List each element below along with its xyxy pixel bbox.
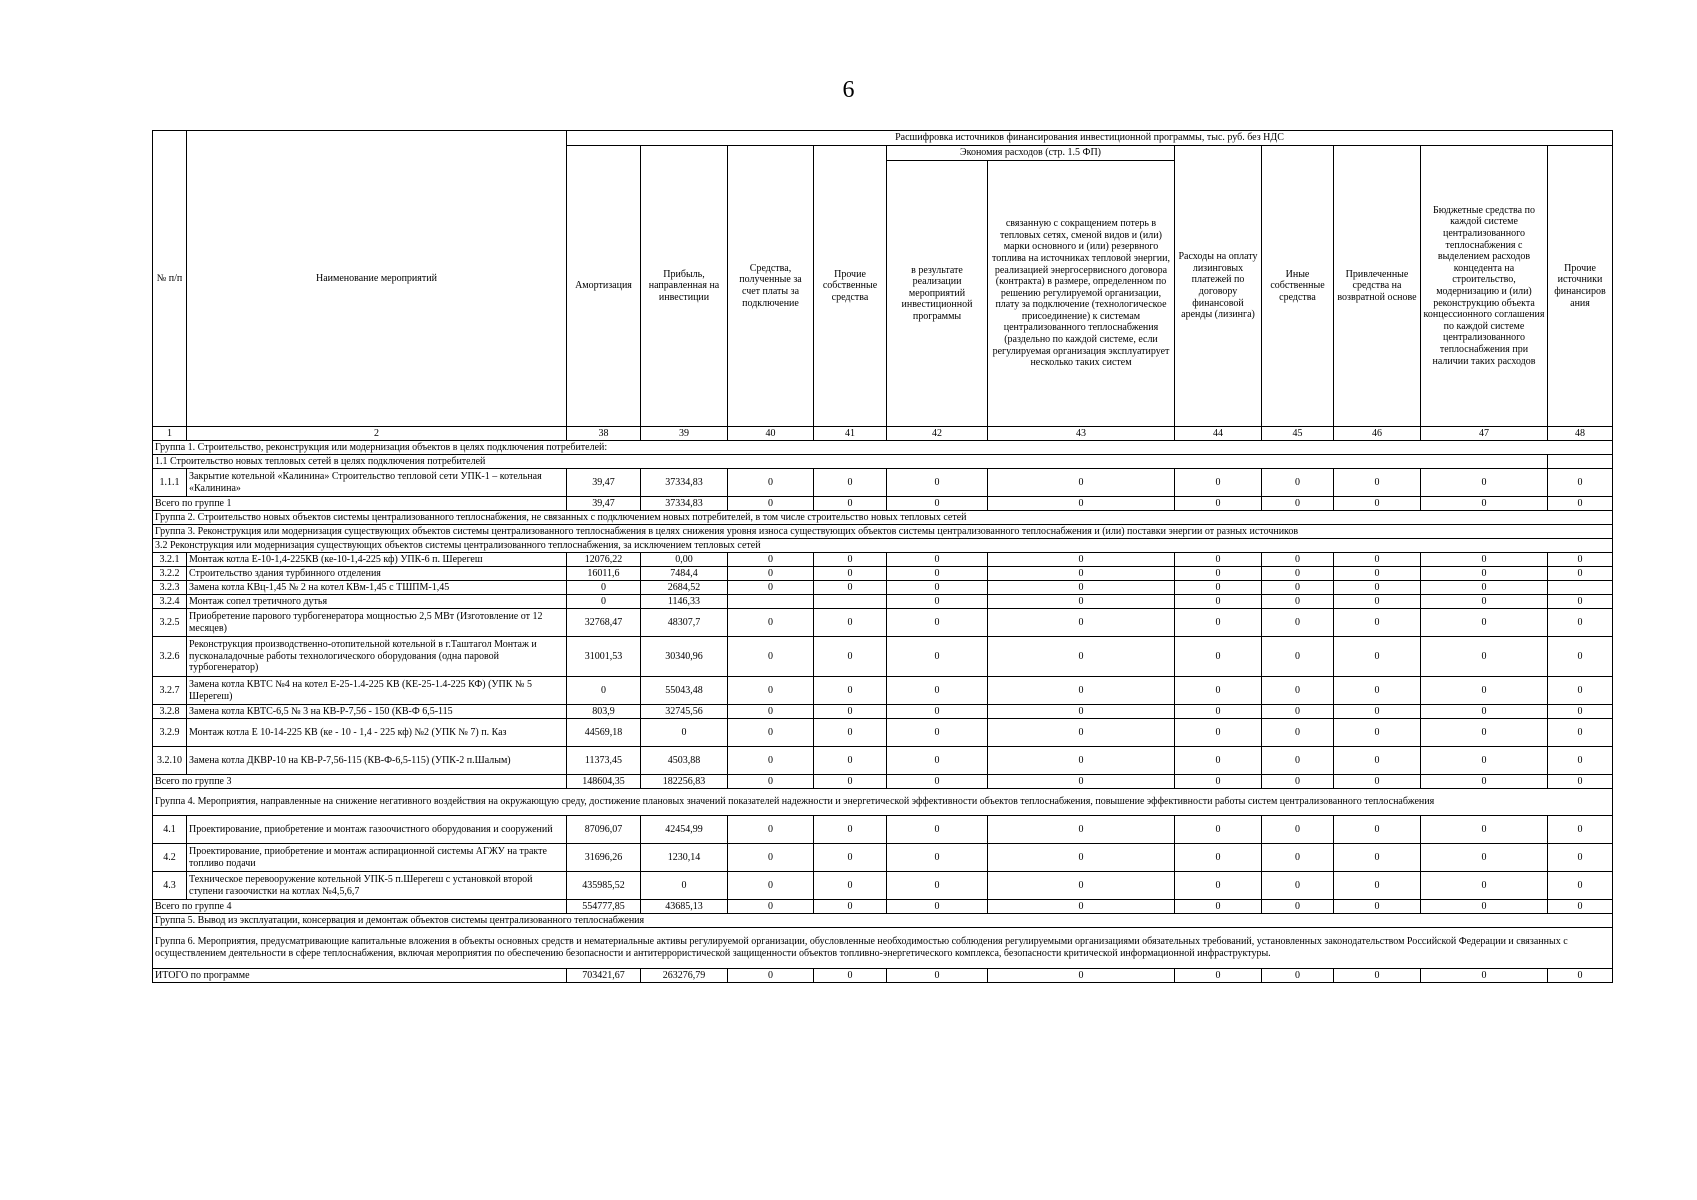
subgroup-row: [153, 455, 1613, 469]
header-other-own-2: Иные собственные средства: [1262, 146, 1334, 427]
row-name: Замена котла КВТС-6,5 № 3 на КВ-Р-7,56 - 150 (КВ-Ф 6,5-115: [187, 705, 567, 719]
col-number: 45: [1262, 427, 1334, 441]
col-number: 2: [187, 427, 567, 441]
cell-value: 0: [887, 609, 988, 637]
profit-value: 32745,56: [641, 705, 728, 719]
col-number: 47: [1421, 427, 1548, 441]
cell-value: 0: [1262, 969, 1334, 983]
cell-value: 0: [1334, 567, 1421, 581]
cell-value: 0: [1334, 677, 1421, 705]
cell-value: 0: [1334, 469, 1421, 497]
cell-value: 0: [1262, 677, 1334, 705]
cell-value: 0: [1421, 553, 1548, 567]
cell-value: 0: [1262, 816, 1334, 844]
cell-value: 0: [728, 969, 814, 983]
table-row: [153, 469, 1613, 497]
cell-value: 0: [887, 677, 988, 705]
page-number: 6: [842, 77, 855, 103]
cell-value: 0: [1175, 677, 1262, 705]
cell-value: 0: [1548, 747, 1613, 775]
cell-value: 0: [1175, 581, 1262, 595]
cell-value: 0: [1334, 705, 1421, 719]
cell-value: 0: [988, 900, 1175, 914]
header-econ-result: в результате реализации мероприятий инвестиционной программы: [887, 161, 988, 427]
table-row: [153, 595, 1613, 609]
row-number: 4.1: [153, 816, 187, 844]
cell-value: 0: [1421, 872, 1548, 900]
cell-value: 0: [887, 497, 988, 511]
cell-value: 0: [1334, 844, 1421, 872]
cell-value: 0: [1334, 816, 1421, 844]
group-5-title: Группа 5. Вывод из эксплуатации, консервация и демонтаж объектов системы централизованного теплоснабжения: [153, 914, 1613, 928]
row-name: Проектирование, приобретение и монтаж аспирационной системы АГЖУ на тракте топливо подачи: [187, 844, 567, 872]
cell-value: 0: [1548, 816, 1613, 844]
cell-value: 0: [1334, 553, 1421, 567]
row-name: Реконструкция производственно-отопительной котельной в г.Таштагол Монтаж и пусконаладочные работы технологического оборудования (одна паровой турбогенератор): [187, 637, 567, 677]
cell-value: 0: [728, 553, 814, 567]
cell-value: [728, 595, 814, 609]
cell-value: 0: [728, 775, 814, 789]
cell-value: 0: [1548, 705, 1613, 719]
cell-value: 0: [988, 609, 1175, 637]
cell-value: 0: [814, 705, 887, 719]
group-row: [153, 914, 1613, 928]
col-number: 40: [728, 427, 814, 441]
cell-value: 0: [1175, 775, 1262, 789]
header-budget: Бюджетные средства по каждой системе централизованного теплоснабжения с выделением расходов концедента на строительство, модернизацию и (или) реконструкцию объекта концессионного соглашения по каждой системе централизованного теплоснабжения при наличии таких расходов: [1421, 146, 1548, 427]
table-row: [153, 581, 1613, 595]
amort-value: 31001,53: [567, 637, 641, 677]
cell-value: 0: [728, 637, 814, 677]
cell-value: 0: [728, 497, 814, 511]
cell-value: 0: [1334, 497, 1421, 511]
col-number: 1: [153, 427, 187, 441]
cell-value: 0: [988, 469, 1175, 497]
group-row: [153, 441, 1613, 455]
amort-value: 0: [567, 581, 641, 595]
cell-value: 0: [988, 567, 1175, 581]
table-row: [153, 719, 1613, 747]
cell-value: 0: [1175, 900, 1262, 914]
header-row-1: [153, 131, 1613, 146]
cell-value: 0: [814, 581, 887, 595]
header-connection-fee: Средства, полученные за счет платы за подключение: [728, 146, 814, 427]
header-profit: Прибыль, направленная на инвестиции: [641, 146, 728, 427]
profit-value: 7484,4: [641, 567, 728, 581]
cell-value: 0: [814, 747, 887, 775]
profit-value: 0,00: [641, 553, 728, 567]
row-name: Закрытие котельной «Калинина» Строительство тепловой сети УПК-1 – котельная «Калинина»: [187, 469, 567, 497]
row-number: 3.2.6: [153, 637, 187, 677]
cell-value: 0: [1334, 637, 1421, 677]
profit-value: 263276,79: [641, 969, 728, 983]
cell-value: 0: [1421, 900, 1548, 914]
cell-value: 0: [988, 581, 1175, 595]
cell-value: 0: [988, 553, 1175, 567]
cell-value: 0: [814, 469, 887, 497]
group-1-title: Группа 1. Строительство, реконструкция или модернизация объектов в целях подключения потребителей:: [153, 441, 1613, 455]
amort-value: 11373,45: [567, 747, 641, 775]
cell-value: 0: [1262, 775, 1334, 789]
row-number: 3.2.5: [153, 609, 187, 637]
row-number: 3.2.1: [153, 553, 187, 567]
profit-value: 182256,83: [641, 775, 728, 789]
cell-value: 0: [1548, 969, 1613, 983]
cell-value: 0: [1262, 595, 1334, 609]
cell-value: 0: [1175, 705, 1262, 719]
header-num: № п/п: [153, 131, 187, 427]
profit-value: 1146,33: [641, 595, 728, 609]
cell-value: [814, 595, 887, 609]
cell-value: 0: [1262, 900, 1334, 914]
cell-value: 0: [1548, 553, 1613, 567]
cell-value: 0: [1421, 747, 1548, 775]
cell-value: 0: [1548, 844, 1613, 872]
group-3-title: Группа 3. Реконструкция или модернизация существующих объектов системы централизованного теплоснабжения в целях снижения уровня износа существующих объектов системы централизованного теплоснабжения и (или) поставки энергии от разных источников: [153, 525, 1613, 539]
profit-value: 4503,88: [641, 747, 728, 775]
cell-value: 0: [1334, 775, 1421, 789]
cell-value: 0: [988, 816, 1175, 844]
amort-value: 39,47: [567, 497, 641, 511]
cell-value: 0: [887, 719, 988, 747]
row-name: Строительство здания турбинного отделения: [187, 567, 567, 581]
cell-value: 0: [1334, 969, 1421, 983]
col-number: 48: [1548, 427, 1613, 441]
cell-value: 0: [1548, 719, 1613, 747]
header-econ-losses: связанную с сокращением потерь в тепловых сетях, сменой видов и (или) марки основного и (или) резервного топлива на источниках тепловой энергии, реализацией энергосервисного договора (контракта) в размере, определенном по решению регулируемой организации, плату за подключение (технологическое присоединение) к системам централизованного теплоснабжения (раздельно по каждой системе, если регулируемая организация эксплуатирует несколько таких систем: [988, 161, 1175, 427]
cell-value: 0: [1175, 637, 1262, 677]
cell-value: 0: [1262, 553, 1334, 567]
cell-value: 0: [988, 705, 1175, 719]
total-row: [153, 775, 1613, 789]
cell-value: 0: [1548, 609, 1613, 637]
table-row: [153, 844, 1613, 872]
cell-value: 0: [814, 844, 887, 872]
amort-value: 703421,67: [567, 969, 641, 983]
row-number: 4.2: [153, 844, 187, 872]
cell-value: 0: [1421, 469, 1548, 497]
header-leasing: Расходы на оплату лизинговых платежей по договору финансовой аренды (лизинга): [1175, 146, 1262, 427]
cell-value: 0: [988, 747, 1175, 775]
cell-value: 0: [988, 969, 1175, 983]
cell-value: 0: [887, 567, 988, 581]
cell-value: 0: [1334, 719, 1421, 747]
cell-value: 0: [887, 872, 988, 900]
col-number: 38: [567, 427, 641, 441]
table-row: [153, 747, 1613, 775]
cell-value: 0: [988, 595, 1175, 609]
cell-value: 0: [1421, 969, 1548, 983]
cell-value: 0: [1175, 469, 1262, 497]
cell-value: [1548, 581, 1613, 595]
cell-value: 0: [814, 872, 887, 900]
cell-value: 0: [1175, 816, 1262, 844]
cell-value: 0: [728, 872, 814, 900]
col-number: 44: [1175, 427, 1262, 441]
cell-value: 0: [1421, 595, 1548, 609]
cell-value: 0: [1548, 469, 1613, 497]
cell-value: 0: [1548, 497, 1613, 511]
cell-value: 0: [728, 469, 814, 497]
profit-value: 30340,96: [641, 637, 728, 677]
amort-value: 39,47: [567, 469, 641, 497]
cell-value: 0: [887, 775, 988, 789]
header-name: Наименование мероприятий: [187, 131, 567, 427]
cell-value: 0: [887, 747, 988, 775]
cell-value: 0: [887, 969, 988, 983]
cell-value: 0: [988, 719, 1175, 747]
cell-value: 0: [1548, 595, 1613, 609]
group-row: [153, 789, 1613, 816]
header-borrowed: Привлеченные средства на возвратной основе: [1334, 146, 1421, 427]
cell-value: 0: [1334, 747, 1421, 775]
cell-value: 0: [1548, 567, 1613, 581]
cell-value: 0: [1421, 844, 1548, 872]
cell-value: 0: [1548, 637, 1613, 677]
cell-value: 0: [988, 637, 1175, 677]
cell-value: 0: [1262, 747, 1334, 775]
cell-value: 0: [728, 677, 814, 705]
cell-value: 0: [1175, 609, 1262, 637]
cell-value: 0: [814, 553, 887, 567]
table-row: [153, 609, 1613, 637]
program-total-label: ИТОГО по программе: [153, 969, 567, 983]
row-name: Замена котла КВц-1,45 № 2 на котел КВм-1,45 с ТШПМ-1,45: [187, 581, 567, 595]
profit-value: 0: [641, 719, 728, 747]
amort-value: 148604,35: [567, 775, 641, 789]
col-number: 39: [641, 427, 728, 441]
cell-value: 0: [1548, 900, 1613, 914]
cell-value: 0: [1421, 719, 1548, 747]
cell-value: 0: [887, 816, 988, 844]
cell-value: 0: [728, 705, 814, 719]
cell-value: 0: [814, 567, 887, 581]
row-number: 3.2.4: [153, 595, 187, 609]
cell-value: 0: [1175, 595, 1262, 609]
header-other-sources: Прочие источники финансиров ания: [1548, 146, 1613, 427]
cell-value: 0: [1262, 609, 1334, 637]
cell-value: 0: [1421, 677, 1548, 705]
row-number: 4.3: [153, 872, 187, 900]
cell-value: 0: [728, 816, 814, 844]
cell-value: 0: [1548, 677, 1613, 705]
row-name: Замена котла КВТС №4 на котел Е-25-1.4-225 КВ (КЕ-25-1.4-225 КФ) (УПК № 5 Шерегеш): [187, 677, 567, 705]
amort-value: 554777,85: [567, 900, 641, 914]
header-economy: Экономия расходов (стр. 1.5 ФП): [887, 146, 1175, 161]
profit-value: 55043,48: [641, 677, 728, 705]
total-row: [153, 497, 1613, 511]
row-name: Приобретение парового турбогенератора мощностью 2,5 МВт (Изготовление от 12 месяцев): [187, 609, 567, 637]
cell-value: 0: [728, 581, 814, 595]
profit-value: 37334,83: [641, 497, 728, 511]
table-row: [153, 677, 1613, 705]
total-label: Всего по группе 3: [153, 775, 567, 789]
cell-value: 0: [1262, 581, 1334, 595]
row-number: 1.1.1: [153, 469, 187, 497]
col-number: 41: [814, 427, 887, 441]
cell-value: 0: [1421, 816, 1548, 844]
cell-value: 0: [887, 469, 988, 497]
cell-value: 0: [728, 747, 814, 775]
cell-value: 0: [1334, 595, 1421, 609]
subgroup-row: [153, 539, 1613, 553]
cell-value: 0: [1334, 581, 1421, 595]
cell-value: 0: [1175, 872, 1262, 900]
cell-value: 0: [814, 969, 887, 983]
cell-value: 0: [1334, 872, 1421, 900]
row-number: 3.2.10: [153, 747, 187, 775]
empty-cell: [1548, 455, 1613, 469]
cell-value: 0: [1262, 844, 1334, 872]
cell-value: 0: [887, 637, 988, 677]
cell-value: 0: [887, 705, 988, 719]
program-total-row: [153, 969, 1613, 983]
financing-table: [152, 130, 1613, 983]
header-other-own: Прочие собственные средства: [814, 146, 887, 427]
cell-value: 0: [1421, 497, 1548, 511]
profit-value: 42454,99: [641, 816, 728, 844]
cell-value: 0: [1421, 775, 1548, 789]
amort-value: 435985,52: [567, 872, 641, 900]
row-name: Монтаж котла Е-10-1,4-225КВ (ке-10-1,4-225 кф) УПК-6 п. Шерегеш: [187, 553, 567, 567]
cell-value: 0: [988, 775, 1175, 789]
table-row: [153, 567, 1613, 581]
cell-value: 0: [814, 497, 887, 511]
cell-value: 0: [988, 497, 1175, 511]
row-number: 3.2.9: [153, 719, 187, 747]
row-number: 3.2.8: [153, 705, 187, 719]
table-row: [153, 705, 1613, 719]
cell-value: 0: [887, 900, 988, 914]
col-number: 46: [1334, 427, 1421, 441]
row-name: Монтаж сопел третичного дутья: [187, 595, 567, 609]
profit-value: 1230,14: [641, 844, 728, 872]
row-name: Проектирование, приобретение и монтаж газоочистного оборудования и сооружений: [187, 816, 567, 844]
cell-value: 0: [814, 816, 887, 844]
cell-value: 0: [988, 677, 1175, 705]
cell-value: 0: [1175, 719, 1262, 747]
group-row: [153, 928, 1613, 969]
table-row: [153, 872, 1613, 900]
profit-value: 0: [641, 872, 728, 900]
cell-value: 0: [728, 719, 814, 747]
subgroup-3-2-title: 3.2 Реконструкция или модернизация существующих объектов системы централизованного теплоснабжения, за исключением тепловых сетей: [153, 539, 1613, 553]
amort-value: 16011,6: [567, 567, 641, 581]
row-number: 3.2.3: [153, 581, 187, 595]
profit-value: 2684,52: [641, 581, 728, 595]
amort-value: 32768,47: [567, 609, 641, 637]
total-label: Всего по группе 4: [153, 900, 567, 914]
row-name: Монтаж котла Е 10-14-225 КВ (ке - 10 - 1,4 - 225 кф) №2 (УПК № 7) п. Каз: [187, 719, 567, 747]
cell-value: 0: [814, 719, 887, 747]
cell-value: 0: [1262, 567, 1334, 581]
cell-value: 0: [814, 900, 887, 914]
cell-value: 0: [1175, 497, 1262, 511]
cell-value: 0: [1421, 637, 1548, 677]
cell-value: 0: [1262, 872, 1334, 900]
cell-value: 0: [814, 609, 887, 637]
amort-value: 0: [567, 677, 641, 705]
row-name: Замена котла ДКВР-10 на КВ-Р-7,56-115 (КВ-Ф-6,5-115) (УПК-2 п.Шалым): [187, 747, 567, 775]
group-row: [153, 525, 1613, 539]
amort-value: 44569,18: [567, 719, 641, 747]
cell-value: 0: [1175, 567, 1262, 581]
subgroup-1-1-title: 1.1 Строительство новых тепловых сетей в целях подключения потребителей: [153, 455, 1548, 469]
header-amort: Амортизация: [567, 146, 641, 427]
cell-value: 0: [728, 609, 814, 637]
table-row: [153, 637, 1613, 677]
cell-value: 0: [814, 677, 887, 705]
cell-value: 0: [1421, 567, 1548, 581]
table-row: [153, 553, 1613, 567]
cell-value: 0: [1334, 900, 1421, 914]
cell-value: 0: [728, 844, 814, 872]
cell-value: 0: [814, 775, 887, 789]
table-row: [153, 816, 1613, 844]
column-numbers-row: [153, 427, 1613, 441]
total-row: [153, 900, 1613, 914]
group-6-title: Группа 6. Мероприятия, предусматривающие капитальные вложения в объекты основных средств и нематериальные активы регулируемой организации, обусловленные необходимостью соблюдения регулируемыми организациями обязательных требований, установленных законодательством Российской Федерации и связанных с осуществлением деятельности в сфере теплоснабжения, включая мероприятия по обеспечению безопасности и антитеррористической защищенности объектов топливно-энергетического комплекса, безопасности критической информационной инфраструктуры.: [153, 928, 1613, 969]
col-number: 43: [988, 427, 1175, 441]
amort-value: 12076,22: [567, 553, 641, 567]
cell-value: 0: [1262, 705, 1334, 719]
amort-value: 803,9: [567, 705, 641, 719]
cell-value: 0: [1421, 705, 1548, 719]
cell-value: 0: [1334, 609, 1421, 637]
cell-value: 0: [1262, 469, 1334, 497]
amort-value: 0: [567, 595, 641, 609]
row-name: Техническое перевооружение котельной УПК-5 п.Шерегеш с установкой второй ступени газоочистки на котлах №4,5,6,7: [187, 872, 567, 900]
cell-value: 0: [988, 872, 1175, 900]
cell-value: 0: [728, 567, 814, 581]
profit-value: 37334,83: [641, 469, 728, 497]
cell-value: 0: [1175, 969, 1262, 983]
cell-value: 0: [887, 553, 988, 567]
cell-value: 0: [814, 637, 887, 677]
total-label: Всего по группе 1: [153, 497, 567, 511]
group-row: [153, 511, 1613, 525]
group-2-title: Группа 2. Строительство новых объектов системы централизованного теплоснабжения, не связанных с подключением новых потребителей, в том числе строительство новых тепловых сетей: [153, 511, 1613, 525]
row-number: 3.2.2: [153, 567, 187, 581]
cell-value: 0: [1421, 581, 1548, 595]
col-number: 42: [887, 427, 988, 441]
cell-value: 0: [887, 595, 988, 609]
profit-value: 48307,7: [641, 609, 728, 637]
profit-value: 43685,13: [641, 900, 728, 914]
row-number: 3.2.7: [153, 677, 187, 705]
cell-value: 0: [988, 844, 1175, 872]
header-financing: Расшифровка источников финансирования инвестиционной программы, тыс. руб. без НДС: [567, 131, 1613, 146]
cell-value: 0: [1421, 609, 1548, 637]
group-4-title: Группа 4. Мероприятия, направленные на снижение негативного воздействия на окружающую среду, достижение плановых значений показателей надежности и энергетической эффективности объектов теплоснабжения, повышение эффективности работы систем централизованного теплоснабжения: [153, 789, 1613, 816]
cell-value: 0: [1175, 747, 1262, 775]
amort-value: 31696,26: [567, 844, 641, 872]
cell-value: 0: [1175, 553, 1262, 567]
cell-value: 0: [1262, 497, 1334, 511]
cell-value: 0: [728, 900, 814, 914]
cell-value: 0: [1175, 844, 1262, 872]
cell-value: 0: [887, 581, 988, 595]
amort-value: 87096,07: [567, 816, 641, 844]
cell-value: 0: [1262, 637, 1334, 677]
cell-value: 0: [1548, 872, 1613, 900]
cell-value: 0: [887, 844, 988, 872]
cell-value: 0: [1262, 719, 1334, 747]
cell-value: 0: [1548, 775, 1613, 789]
